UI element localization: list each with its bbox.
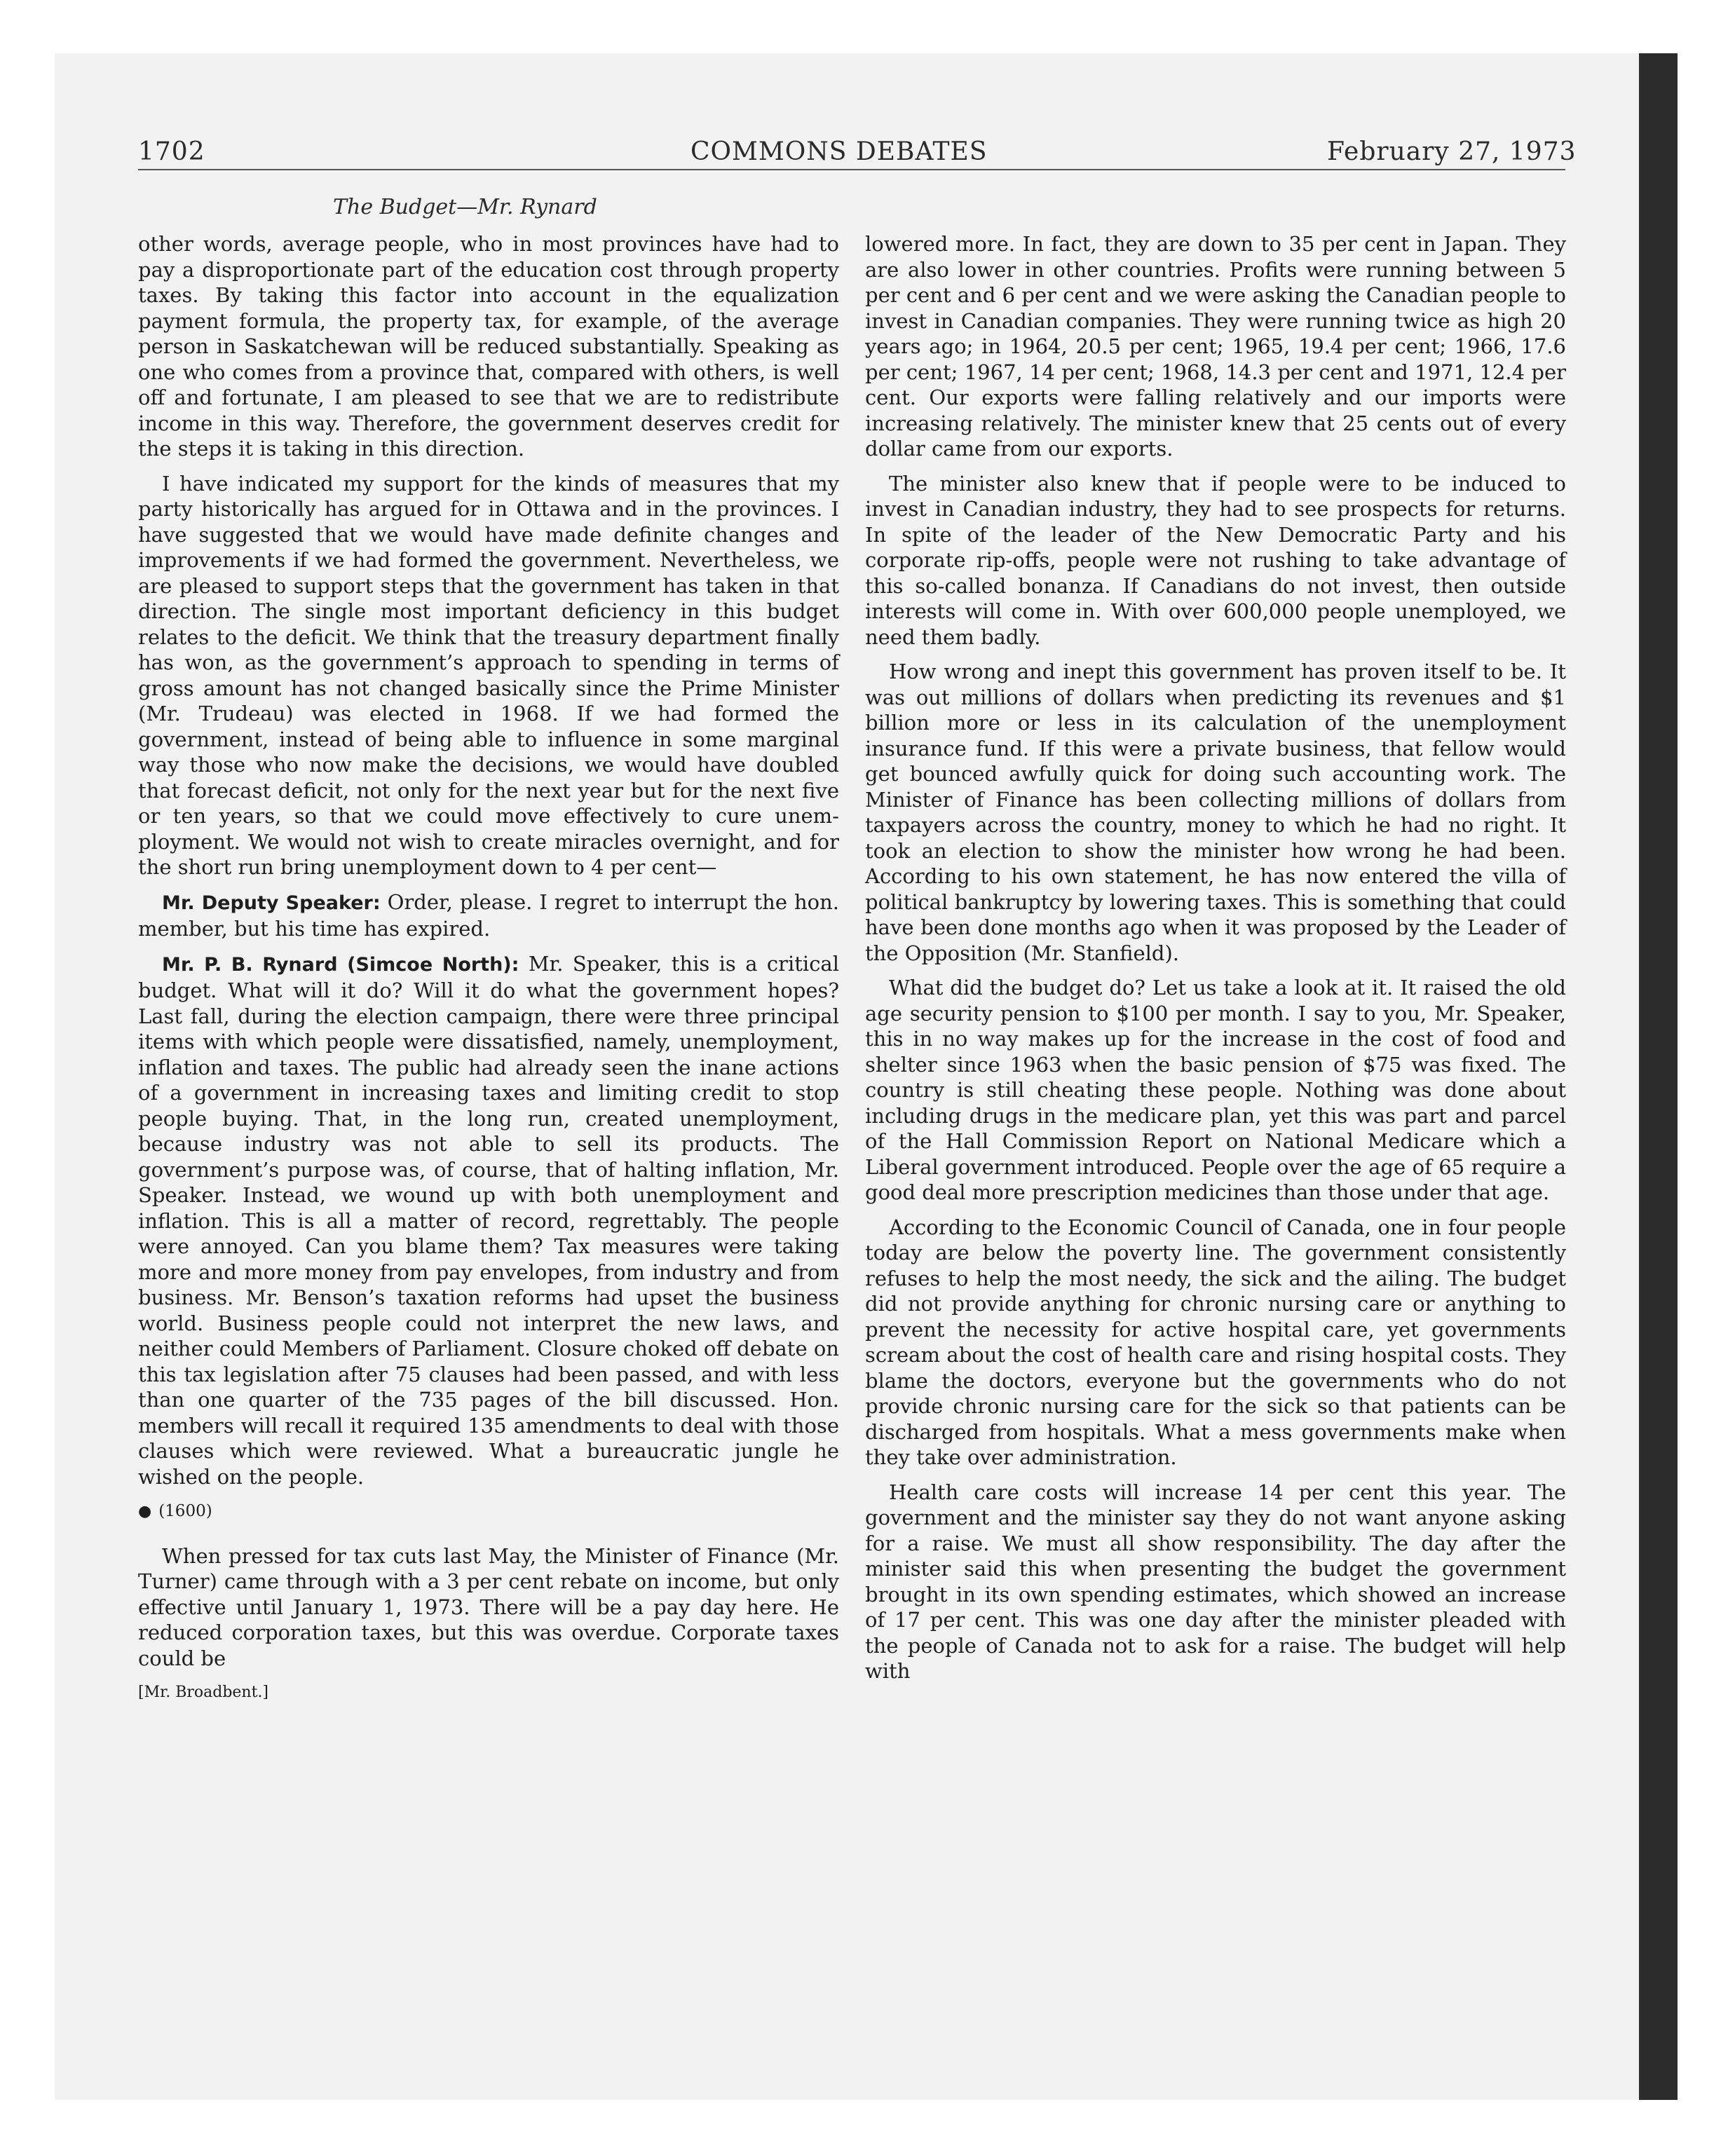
scan-edge-shadow xyxy=(1639,53,1678,2100)
paragraph: Health care costs will increase 14 per cent this year. The government and the minister say they do not want anyone asking for a raise. We must all show responsibility. The day after the minister said this when presenting the budget the government brought in its own spending estimates, which showed an increase of 17 per cent. This was one day after the minister pleaded with the people of Canada not to ask for a raise. The budget will help with xyxy=(865,1480,1566,1683)
bullet-icon: ● xyxy=(138,1503,152,1520)
speaker-name: Mr. Deputy Speaker: xyxy=(162,892,381,914)
header-rule xyxy=(138,169,1565,170)
time-marker-text: (1600) xyxy=(158,1502,212,1520)
speech-rynard xyxy=(138,951,839,1490)
page-number: 1702 xyxy=(138,137,205,166)
paragraph: According to the Economic Council of Canada, one in four people today are below the poverty line. The government consistently refuses to help the most needy, the sick and the ailing. The budget did not provide anything for chronic nursing care or anything to prevent the necessity for active hospital care, yet governments scream about the cost of health care and rising hospital costs. They blame the doctors, everyone but the governments who do not provide chronic nursing care for the sick so that patients can be discharged from hospitals. What a mess governments make when they take over administration. xyxy=(865,1215,1566,1469)
paragraph: other words, average people, who in most provinces have had to pay a disproportionate part of the education cost through property taxes. By taking this factor into account in the equalization payment formula, the property tax, for example, of the average person in Saskatchewan will be reduced substantially. Speaking as one who comes from a province that, compared with others, is well off and fortunate, I am pleased to see that we are to redistribute income in this way. Therefore, the government deserves credit for the steps it is taking in this direction. xyxy=(138,232,839,460)
speech-text: Mr. Speaker, this is a critical budget. What will it do? Will it do what the government hopes? Last fall, during the election campaign, there were three principal items with which people were dissatisfied, namely, unemployment, inflation and taxes. The public had already seen the inane actions of a government in increasing taxes and limiting credit to stop people buying. That, in the long run, created unemployment, because industry was not able to sell its products. The government’s purpose was, of course, that of halting inflation, Mr. Speaker. Instead, we wound up with both unemployment and inflation. This is all a matter of record, regrettably. The people were annoyed. Can you blame them? Tax measures were taking more and more money from pay envelopes, from industry and from business. Mr. Benson’s taxation reforms had upset the business world. Business people could not interpret the new laws, and neither could Members of Parliament. Closure choked off debate on this tax legislation after 75 clauses had been passed, and with less than one quarter of the 735 pages of the bill discussed. Hon. members will recall it required 135 amendments to deal with those clauses which were reviewed. What a bureaucratic jungle he wished on the people. xyxy=(138,951,839,1489)
speech-deputy-speaker xyxy=(138,889,839,942)
speaker-name: Mr. P. B. Rynard (Simcoe North): xyxy=(162,953,519,976)
paragraph: What did the budget do? Let us take a look at it. It raised the old age security pension to $100 per month. I say to you, Mr. Speaker, this in no way makes up for the increase in the cost of food and shelter since 1963 when the basic pension of $75 was fixed. The country is still cheating these people. Nothing was done about including drugs in the medicare plan, yet this was part and parcel of the Hall Commission Report on National Medicare which a Liberal government introduced. People over the age of 65 require a good deal more prescription medicines than those under that age. xyxy=(865,976,1566,1204)
section-title: The Budget—Mr. Rynard xyxy=(333,195,597,219)
speaker-footnote: [Mr. Broadbent.] xyxy=(138,1684,269,1701)
paragraph: How wrong and inept this government has proven itself to be. It was out millions of dollars when predicting its revenues and $1 billion more or less in its calculation of the unemployment insurance fund. If this were a private business, that fellow would get bounced awfully quick for doing such accounting work. The Minister of Finance has been collecting millions of dollars from taxpayers across the country, money to which he had no right. It took an election to show the minister how wrong he had been. According to his own statement, he has now entered the villa of political bankruptcy by lowering taxes. This is something that could have been done months ago when it was proposed by the Leader of the Opposition (Mr. Stanfield). xyxy=(865,660,1566,965)
speech-text: Order, please. I regret to interrupt the hon. member, but his time has expired. xyxy=(138,889,839,941)
left-column xyxy=(138,231,839,1706)
paragraph: lowered more. In fact, they are down to 35 per cent in Japan. They are also lower in other countries. Profits were running between 5 per cent and 6 per cent and we were asking the Canadian people to invest in Canadian companies. They were running twice as high 20 years ago; in 1964, 20.5 per cent; 1965, 19.4 per cent; 1966, 17.6 per cent; 1967, 14 per cent; 1968, 14.3 per cent and 1971, 12.4 per cent. Our exports were falling relatively and our imports were increasing relatively. The minister knew that 25 cents out of every dollar came from our exports. xyxy=(865,232,1566,460)
time-marker xyxy=(138,1499,839,1525)
paragraph: When pressed for tax cuts last May, the Minister of Finance (Mr. Turner) came through with a 3 per cent rebate on income, but only effective until January 1, 1973. There will be a pay day here. He reduced corporation taxes, but this was overdue. Corporate taxes could be xyxy=(138,1543,839,1670)
journal-title: COMMONS DEBATES xyxy=(690,137,988,166)
issue-date: February 27, 1973 xyxy=(1327,137,1577,166)
paragraph: I have indicated my support for the kinds of measures that my party historically has argued for in Ottawa and in the provinces. I have suggested that we would have made definite changes and improvements if we had formed the government. Nevertheless, we are pleased to support steps that the government has taken in that direction. The single most important deficiency in this budget relates to the deficit. We think that the treasury department finally has won, as the government’s approach to spending in terms of gross amount has not changed basically since the Prime Minister (Mr. Trudeau) was elected in 1968. If we had formed the government, instead of being able to influence in some marginal way those who now make the decisions, we would have doubled that forecast deficit, not only for the next year but for the next five or ten years, so that we could move effectively to cure unemployment. We would not wish to create miracles overnight, and for the short run bring unemployment down to 4 per cent— xyxy=(138,471,839,879)
right-column xyxy=(865,231,1566,1693)
paragraph: The minister also knew that if people were to be induced to invest in Canadian industry, they had to see prospects for returns. In spite of the leader of the New Democratic Party and his corporate rip-offs, people were not rushing to take advantage of this so-called bonanza. If Canadians do not invest, then outside interests will come in. With over 600,000 people unemployed, we need them badly. xyxy=(865,471,1566,649)
